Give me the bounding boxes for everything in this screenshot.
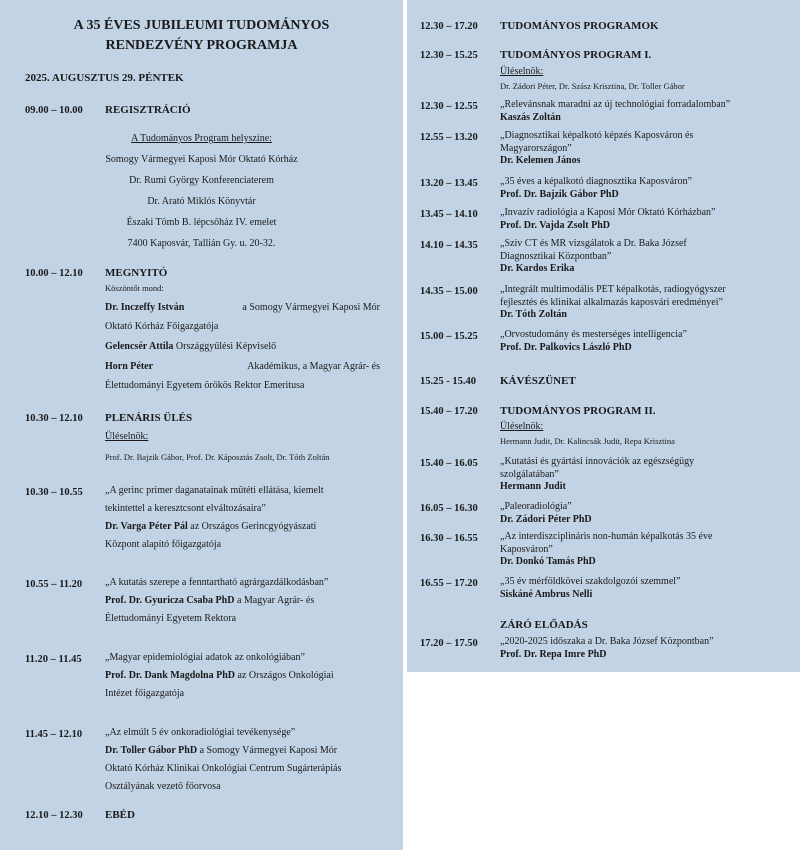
talk <box>500 130 795 168</box>
talk-speaker: Prof. Dr. Dank Magdolna PhD <box>105 670 236 681</box>
lunch-heading: EBÉD <box>105 809 135 821</box>
talk-affiliation: az Országos Onkológiai <box>235 670 334 681</box>
talk-title: „Kutatási és gyártási innovációk az egészségügy <box>500 456 695 467</box>
talk <box>105 649 390 703</box>
greeting-3 <box>105 361 380 372</box>
venue-line: Somogy Vármegyei Kaposi Mór Oktató Kórház <box>105 154 298 165</box>
program-2-chairs-label: Üléselnök: <box>500 421 544 432</box>
title-line-2: RENDEZVÉNY PROGRAMJA <box>105 38 298 53</box>
talk-title: „Az interdiszciplináris non-humán képalkotás 35 éve <box>500 531 713 542</box>
talk-title: „A gerinc primer daganatainak műtéti ellátása, kiemelt <box>105 485 324 496</box>
talk <box>105 574 390 628</box>
talk-affiliation: az Országos Gerincgyógyászati <box>187 521 317 532</box>
talk-time: 13.45 – 14.10 <box>420 209 478 220</box>
plenary-time: 10.30 – 12.10 <box>25 413 83 424</box>
program-2-heading: TUDOMÁNYOS PROGRAM II. <box>500 405 656 417</box>
talk-speaker: Prof. Dr. Repa Imre PhD <box>500 648 607 660</box>
closing-time: 17.20 – 17.50 <box>420 638 478 649</box>
greeting-3-affiliation-line2: Élettudományi Egyetem örökös Rektor Emeritusa <box>105 380 305 391</box>
talk-time: 16.30 – 16.55 <box>420 533 478 544</box>
talk-title: „Orvostudomány és mesterséges intelligencia” <box>500 329 687 340</box>
talk-speaker: Prof. Dr. Gyuricza Csaba PhD <box>105 595 235 606</box>
talk-time: 15.40 – 16.05 <box>420 458 478 469</box>
closing-heading: ZÁRÓ ELŐADÁS <box>500 619 588 631</box>
talk <box>500 284 795 322</box>
talk-speaker: Dr. Varga Péter Pál <box>105 521 188 532</box>
greeting-2-name: Gelencsér Attila <box>105 341 174 352</box>
talk-speaker: Dr. Kardos Erika <box>500 263 575 274</box>
talk-time: 13.20 – 13.45 <box>420 178 478 189</box>
talk <box>500 501 795 526</box>
venue-line: Dr. Arató Miklós Könyvtár <box>147 196 256 207</box>
talk <box>500 456 795 494</box>
talk-time: 14.35 – 15.00 <box>420 286 478 297</box>
venue-label: A Tudományos Program helyszíne: <box>131 133 272 144</box>
talk-title: „Az elmúlt 5 év onkoradiológiai tevékenysége” <box>105 727 296 738</box>
talk-time: 16.05 – 16.30 <box>420 503 478 514</box>
talk-speaker: Kaszás Zoltán <box>500 111 561 123</box>
talk-time: 14.10 – 14.35 <box>420 240 478 251</box>
talk <box>500 238 795 276</box>
greeting-2-affiliation: Országgyűlési Képviselő <box>173 341 277 352</box>
talk <box>500 176 795 201</box>
program-1-heading: TUDOMÁNYOS PROGRAM I. <box>500 49 652 61</box>
greeting-1 <box>105 302 380 313</box>
program-1-chairs-label: Üléselnök: <box>500 66 544 77</box>
talk-time: 12.30 – 12.55 <box>420 101 478 112</box>
title-line-1: A 35 ÉVES JUBILEUMI TUDOMÁNYOS <box>73 18 330 33</box>
program-2-chairs: Hermann Judit, Dr. Kalincsák Judit, Repa Krisztina <box>500 436 675 446</box>
talk-title: „A kutatás szerepe a fenntartható agrárgazdálkodásban” <box>105 577 329 588</box>
plenary-heading: PLENÁRIS ÜLÉS <box>105 412 193 424</box>
talk-title: „2020-2025 időszaka a Dr. Baka József Központban” <box>500 636 714 647</box>
greeting-2 <box>105 341 276 352</box>
venue-line: Északi Tömb B. lépcsőház IV. emelet <box>126 217 277 228</box>
closing-talk <box>500 636 795 661</box>
talk-affiliation: a Magyar Agrár- és <box>234 595 315 606</box>
talk-speaker: Hermann Judit <box>500 481 566 492</box>
program-1-chairs: Dr. Zádori Péter, Dr. Szász Krisztina, Dr. Toller Gábor <box>500 81 685 91</box>
talk-title: „35 éves a képalkotó diagnosztika Kaposváron” <box>500 176 692 187</box>
coffee-break-heading: KÁVÉSZÜNET <box>500 375 576 387</box>
greeting-1-affiliation-line2: Oktató Kórház Főigazgatója <box>105 321 219 332</box>
talk-title-cont: fejlesztés és klinikai alkalmazás kaposvári eredményei” <box>500 296 723 308</box>
venue-line: Dr. Rumi György Konferenciaterem <box>129 175 274 186</box>
talk-speaker: Prof. Dr. Palkovics László PhD <box>500 341 632 353</box>
coffee-break-time: 15.25 - 15.40 <box>420 376 476 387</box>
talk-speaker: Prof. Dr. Vajda Zsolt PhD <box>500 219 611 231</box>
talk-time: 10.55 – 11.20 <box>25 579 83 590</box>
program-1-time: 12.30 – 15.25 <box>420 50 478 61</box>
talk-title-cont: Magyarországon” <box>500 142 572 154</box>
talk <box>500 207 795 232</box>
talk-title: „Relevánsnak maradni az új technológiai forradalomban” <box>500 99 731 110</box>
lunch-time: 12.10 – 12.30 <box>25 810 83 821</box>
talk-affiliation-cont: Intézet főigazgatója <box>105 688 185 699</box>
plenary-chairs-label: Üléselnök: <box>105 431 149 442</box>
talk-speaker: Dr. Zádori Péter PhD <box>500 513 592 525</box>
talk-speaker: Dr. Donkó Tamás PhD <box>500 556 596 567</box>
program-2-time: 15.40 – 17.20 <box>420 406 478 417</box>
greeting-1-affiliation: a Somogy Vármegyei Kaposi Mór <box>242 302 380 313</box>
greeting-3-name: Horn Péter <box>105 361 154 372</box>
talk-speaker: Dr. Kelemen János <box>500 155 581 166</box>
talk-title: „Paleoradiológia” <box>500 501 572 512</box>
opening-heading: MEGNYITÓ <box>105 267 168 279</box>
talk-time: 16.55 – 17.20 <box>420 578 478 589</box>
talk <box>500 531 795 569</box>
talk-time: 15.00 – 15.25 <box>420 331 478 342</box>
sci-programs-time: 12.30 – 17.20 <box>420 21 478 32</box>
talk-affiliation-cont: Oktató Kórház Klinikai Onkológiai Centrum Sugárterápiás <box>105 763 342 774</box>
registration-heading: REGISZTRÁCIÓ <box>105 104 191 116</box>
talk <box>500 576 795 601</box>
opening-time: 10.00 – 12.10 <box>25 268 83 279</box>
talk-title-cont: Diagnosztikai Központban” <box>500 250 612 262</box>
plenary-chairs: Prof. Dr. Bajzik Gábor, Prof. Dr. Káposztás Zsolt, Dr. Tóth Zoltán <box>105 452 330 462</box>
talk <box>500 329 795 354</box>
sci-programs-heading: TUDOMÁNYOS PROGRAMOK <box>500 20 659 32</box>
event-date: 2025. AUGUSZTUS 29. PÉNTEK <box>25 72 184 84</box>
talk <box>500 99 795 124</box>
registration-time: 09.00 – 10.00 <box>25 105 83 116</box>
talk-affiliation: a Somogy Vármegyei Kaposi Mór <box>197 745 338 756</box>
greeting-3-affiliation: Akadémikus, a Magyar Agrár- és <box>247 361 380 372</box>
talk-title: „Integrált multimodális PET képalkotás, radiogyógyszer <box>500 284 726 295</box>
greeting-label: Köszöntőt mond: <box>105 283 164 293</box>
talk-time: 11.45 – 12.10 <box>25 729 83 740</box>
talk-speaker: Dr. Tóth Zoltán <box>500 309 567 320</box>
talk-speaker: Siskáné Ambrus Nelli <box>500 588 593 600</box>
talk-title: „Invazív radiológia a Kaposi Mór Oktató Kórházban” <box>500 207 716 218</box>
venue-line: 7400 Kaposvár, Tallián Gy. u. 20-32. <box>127 238 276 249</box>
talk <box>105 482 390 554</box>
talk-title-cont: szolgálatában” <box>500 468 559 480</box>
talk-affiliation-cont: Élettudományi Egyetem Rektora <box>105 613 237 624</box>
talk-affiliation-cont: Osztályának vezető főorvosa <box>105 781 221 792</box>
talk-time: 12.55 – 13.20 <box>420 132 478 143</box>
talk-title-cont: tekintettel a keresztcsont elváltozásaira” <box>105 503 266 514</box>
talk-time: 10.30 – 10.55 <box>25 487 83 498</box>
talk <box>105 724 395 796</box>
talk-affiliation-cont: Központ alapító főigazgatója <box>105 539 222 550</box>
talk-time: 11.20 – 11.45 <box>25 654 82 665</box>
talk-title: „Szív CT és MR vizsgálatok a Dr. Baka József <box>500 238 687 249</box>
talk-title: „Magyar epidemiológiai adatok az onkológiában” <box>105 652 305 663</box>
talk-title: „35 év mérföldkövei szakdolgozói szemmel” <box>500 576 681 587</box>
talk-speaker: Prof. Dr. Bajzik Gábor PhD <box>500 188 619 200</box>
talk-title-cont: Kaposváron” <box>500 543 553 555</box>
talk-speaker: Dr. Toller Gábor PhD <box>105 745 198 756</box>
greeting-1-name: Dr. Inczeffy István <box>105 302 185 313</box>
talk-title: „Diagnosztikai képalkotó képzés Kaposváron és <box>500 130 694 141</box>
